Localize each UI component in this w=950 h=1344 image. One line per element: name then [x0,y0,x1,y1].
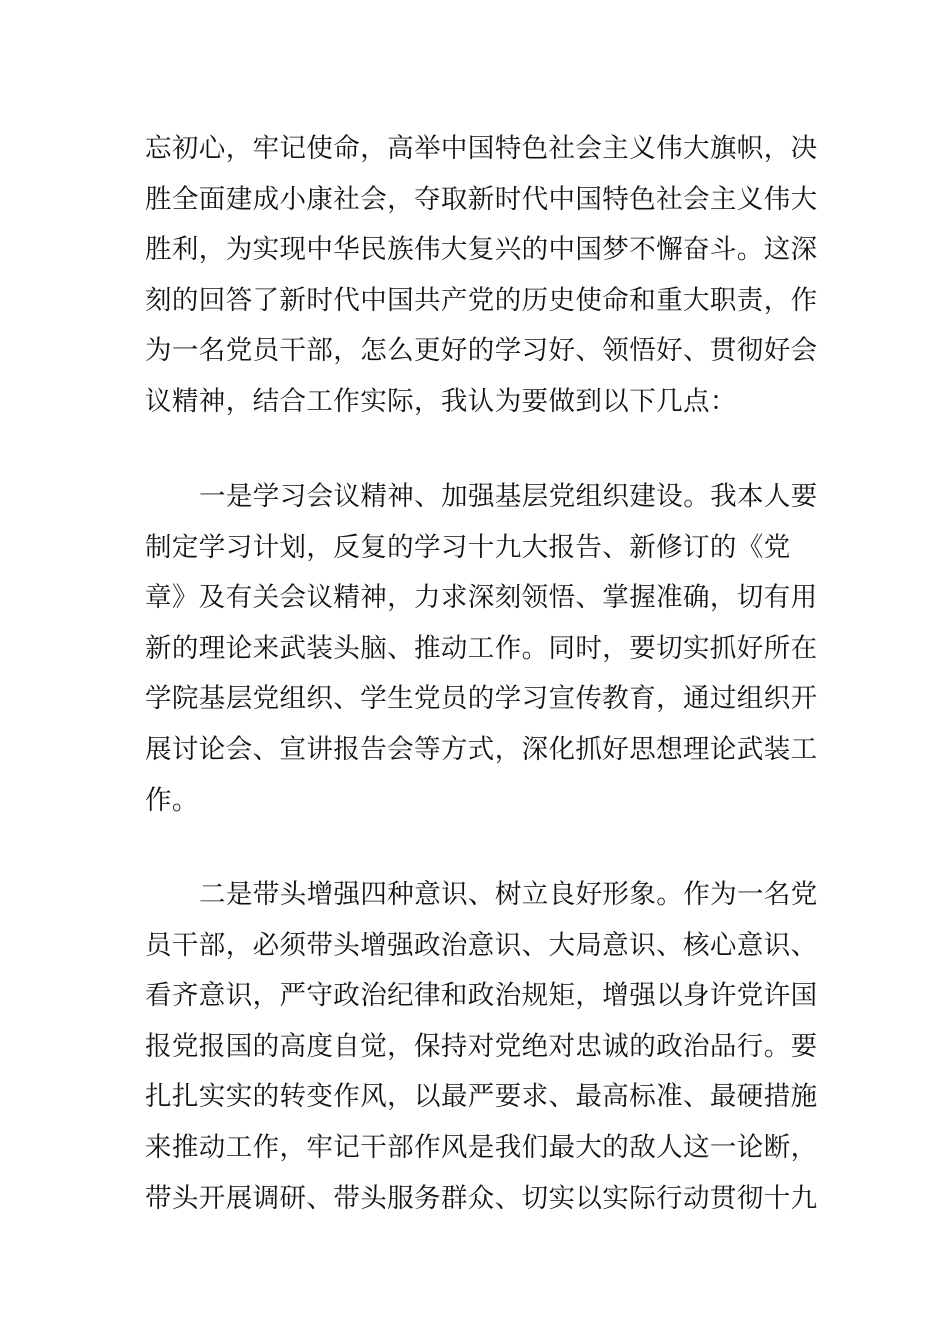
text-line: 议精神，结合工作实际，我认为要做到以下几点： [145,385,737,417]
text-line: 胜利，为实现中华民族伟大复兴的中国梦不懈奋斗。这深 [145,234,818,266]
text-line: 刻的回答了新时代中国共产党的历史使命和重大职责，作 [145,284,818,316]
paragraph-point-one [145,472,818,826]
text-line: 扎扎实实的转变作风，以最严要求、最高标准、最硬措施 [145,1081,818,1113]
text-line: 制定学习计划，反复的学习十九大报告、新修订的《党 [145,531,791,563]
text-line: 二是带头增强四种意识、树立良好形象。作为一名党 [199,879,818,910]
text-line: 展讨论会、宣讲报告会等方式，深化抓好思想理论武装工 [145,733,818,765]
text-line: 看齐意识，严守政治纪律和政治规矩，增强以身许党许国 [145,980,818,1012]
text-line: 一是学习会议精神、加强基层党组织建设。我本人要 [199,481,818,512]
paragraph-point-two [145,870,818,1224]
text-line: 胜全面建成小康社会，夺取新时代中国特色社会主义伟大 [145,183,818,215]
text-line: 员干部，必须带头增强政治意识、大局意识、核心意识、 [145,929,818,961]
text-line: 为一名党员干部，怎么更好的学习好、领悟好、贯彻好会 [145,335,818,367]
text-line: 带头开展调研、带头服务群众、切实以实际行动贯彻十九 [145,1182,818,1214]
text-line: 新的理论来武装头脑、推动工作。同时，要切实抓好所在 [145,632,818,664]
text-line: 章》及有关会议精神，力求深刻领悟、掌握准确，切有用 [145,582,818,614]
text-line: 报党报国的高度自觉，保持对党绝对忠诚的政治品行。要 [145,1030,818,1062]
text-line: 忘初心，牢记使命，高举中国特色社会主义伟大旗帜，决 [145,133,818,164]
text-line: 学院基层党组织、学生党员的学习宣传教育，通过组织开 [145,683,818,715]
paragraph-intro-continuation [145,124,818,428]
text-line: 作。 [145,784,199,816]
text-line: 来推动工作，牢记干部作风是我们最大的敌人这一论断， [145,1131,818,1163]
